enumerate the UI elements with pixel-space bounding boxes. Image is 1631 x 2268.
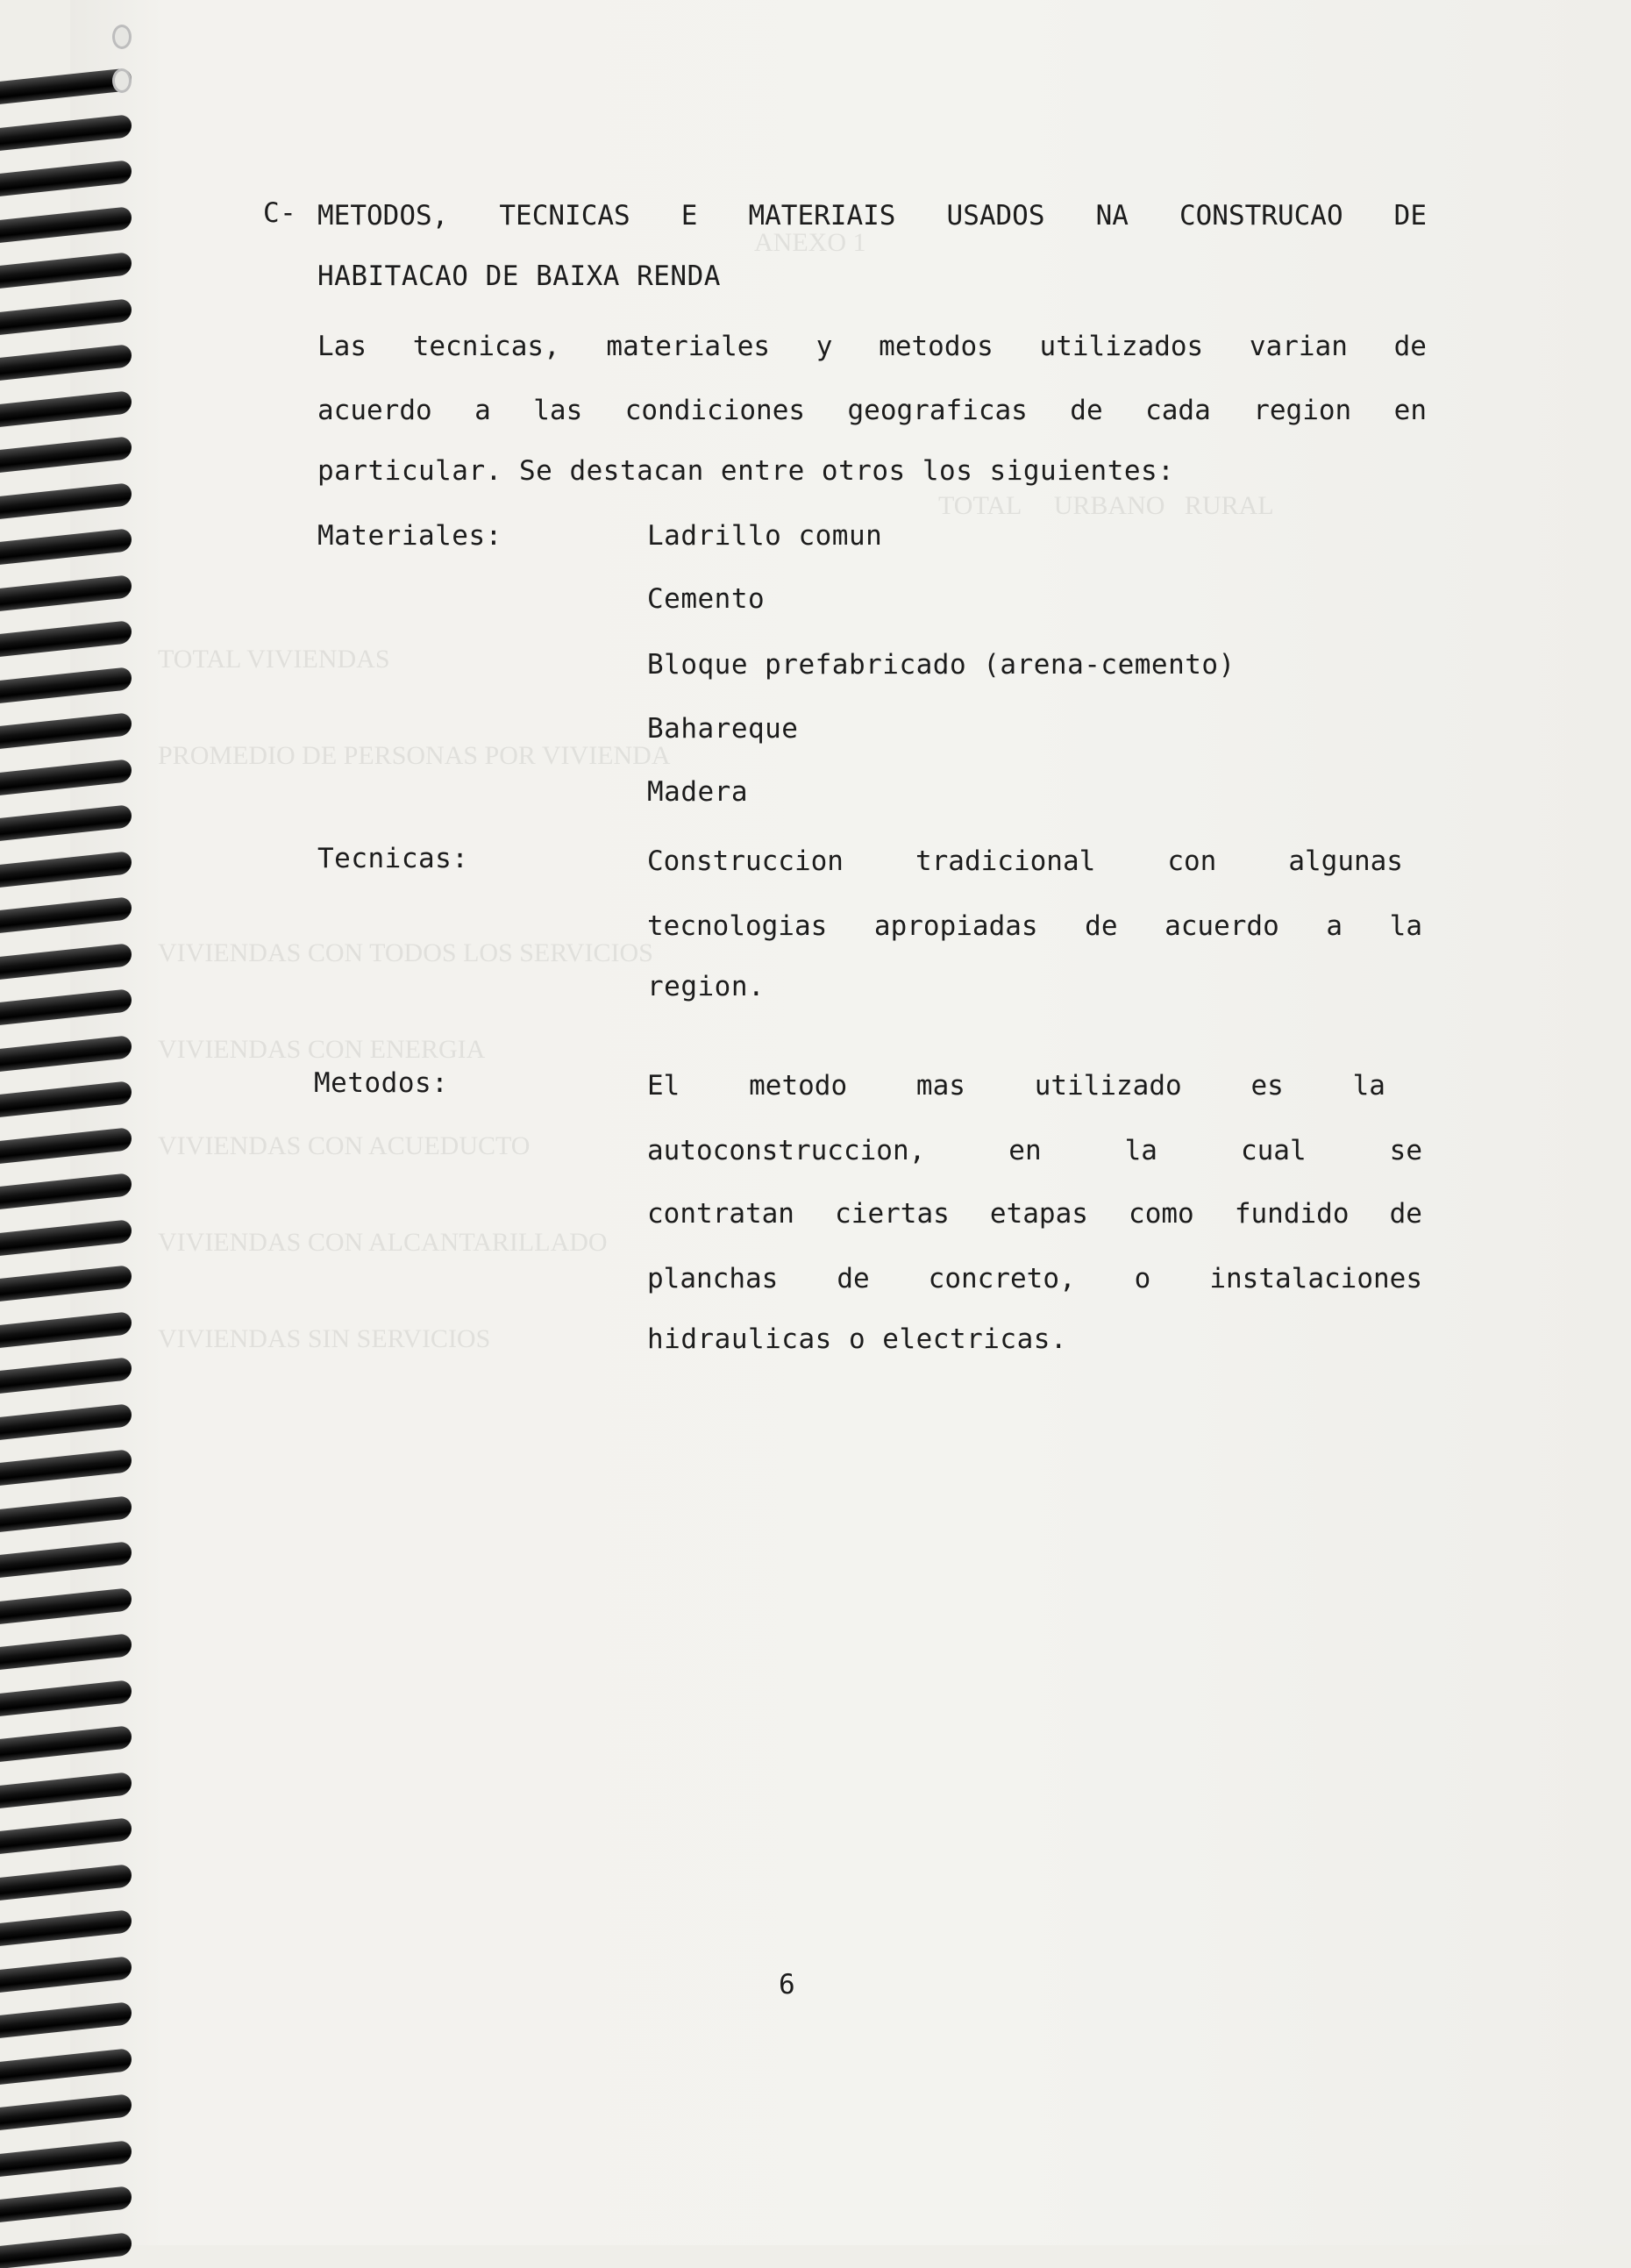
binding-coil <box>0 2232 132 2268</box>
word: es <box>1250 1070 1284 1102</box>
show-through-text: TOTAL URBANO RURAL <box>938 491 1274 520</box>
binding-coil <box>0 1725 132 1762</box>
binding-coil <box>0 1495 132 1532</box>
tecnicas-label: Tecnicas: <box>317 843 469 874</box>
heading-line-1 <box>317 200 1427 232</box>
word: ciertas <box>835 1198 950 1230</box>
show-through-text: VIVIENDAS SIN SERVICIOS <box>158 1324 491 1353</box>
binding-coil <box>0 1403 132 1440</box>
metodos-line-2 <box>647 1135 1422 1166</box>
word: mas <box>915 1070 965 1102</box>
binding-coil <box>0 988 132 1025</box>
show-through-text: PROMEDIO DE PERSONAS POR VIVIENDA <box>158 741 671 770</box>
binding-coil <box>0 1265 132 1302</box>
show-through-text: VIVIENDAS CON ENERGIA <box>158 1035 486 1064</box>
word: NA <box>1095 200 1129 232</box>
binding-coil <box>0 2001 132 2038</box>
binding-coil <box>0 436 132 473</box>
binding-coil <box>0 528 132 565</box>
tecnicas-line-2 <box>647 910 1422 942</box>
word: a <box>474 395 491 426</box>
binding-coil <box>0 1541 132 1578</box>
binding-coil <box>0 68 132 104</box>
binding-coil <box>0 1909 132 1946</box>
show-through-text: VIVIENDAS CON ACUEDUCTO <box>158 1131 531 1160</box>
binding-coil <box>0 298 132 335</box>
word: o <box>1134 1263 1151 1294</box>
intro-line-2 <box>317 395 1427 426</box>
intro-line-1 <box>317 331 1427 362</box>
word: algunas <box>1288 845 1403 877</box>
word: USADOS <box>946 200 1045 232</box>
word: tecnologias <box>647 910 828 942</box>
word: CONSTRUCAO <box>1179 200 1343 232</box>
materiales-label: Materiales: <box>317 520 502 552</box>
materiales-item: Madera <box>647 776 748 808</box>
word: varian <box>1249 331 1348 362</box>
word: acuerdo <box>317 395 432 426</box>
binding-coil <box>0 804 132 841</box>
heading-line-2: HABITACAO DE BAIXA RENDA <box>317 260 721 292</box>
binding-coil <box>0 851 132 888</box>
metodos-line-5: hidraulicas o electricas. <box>647 1323 1068 1355</box>
word: autoconstruccion, <box>647 1135 926 1166</box>
materiales-item: Ladrillo comun <box>647 520 883 552</box>
binding-coil <box>0 1449 132 1486</box>
word: la <box>1352 1070 1385 1102</box>
word: metodo <box>749 1070 848 1102</box>
binding-coil <box>0 1956 132 1993</box>
binding-coil <box>0 390 132 427</box>
binding-coil <box>0 574 132 611</box>
tecnicas-line-1 <box>647 845 1403 877</box>
word: con <box>1167 845 1217 877</box>
binding-coil <box>0 160 132 196</box>
binding-coil <box>0 1680 132 1716</box>
word: etapas <box>989 1198 1088 1230</box>
binding-coil <box>0 1357 132 1394</box>
word: tradicional <box>915 845 1096 877</box>
binding-coil <box>0 1817 132 1854</box>
metodos-label: Metodos: <box>314 1067 449 1099</box>
word: region <box>1253 395 1352 426</box>
binding-coil <box>0 2048 132 2085</box>
word: concreto, <box>928 1263 1076 1294</box>
metodos-line-4 <box>647 1263 1422 1294</box>
word: metodos <box>879 331 994 362</box>
word: las <box>533 395 583 426</box>
binding-coil <box>0 1311 132 1348</box>
word: como <box>1129 1198 1194 1230</box>
binding-coil <box>0 206 132 243</box>
show-through-text: VIVIENDAS CON ALCANTARILLADO <box>158 1228 608 1257</box>
intro-line-3: particular. Se destacan entre otros los siguientes: <box>317 455 1175 487</box>
metodos-line-1 <box>647 1070 1385 1102</box>
binding-coil <box>0 1587 132 1624</box>
word: se <box>1389 1135 1422 1166</box>
binding-coil <box>0 344 132 381</box>
word: utilizados <box>1039 331 1204 362</box>
materiales-item: Bahareque <box>647 713 799 745</box>
binding-coil <box>0 2186 132 2222</box>
binding-coil <box>0 667 132 703</box>
word: E <box>680 200 698 232</box>
binding-coil <box>0 252 132 289</box>
word: y <box>816 331 833 362</box>
page-number: 6 <box>779 1969 795 2001</box>
binding-coil <box>0 1173 132 1209</box>
binding-coil <box>0 759 132 795</box>
binding-coil <box>0 114 132 151</box>
word: la <box>1124 1135 1157 1166</box>
binding-coil <box>0 1127 132 1164</box>
word: DE <box>1393 200 1427 232</box>
word: de <box>837 1263 870 1294</box>
materiales-item: Bloque prefabricado (arena-cemento) <box>647 649 1236 681</box>
word: en <box>1393 395 1427 426</box>
word: El <box>647 1070 680 1102</box>
word: utilizado <box>1034 1070 1182 1102</box>
binding-coil <box>0 1081 132 1117</box>
word: condiciones <box>624 395 806 426</box>
binding-coil <box>0 482 132 519</box>
word: Las <box>317 331 367 362</box>
binding-coil <box>0 2093 132 2130</box>
binding-coil <box>0 1035 132 1072</box>
word: cual <box>1240 1135 1307 1166</box>
word: MATERIAIS <box>748 200 896 232</box>
tecnicas-line-3: region. <box>647 971 766 1002</box>
binding-coil <box>0 1864 132 1901</box>
metodos-line-3 <box>647 1198 1422 1230</box>
word: fundido <box>1234 1198 1350 1230</box>
binding-hole <box>112 68 132 93</box>
materiales-item: Cemento <box>647 583 766 615</box>
binding-coil <box>0 1772 132 1808</box>
word: de <box>1085 910 1118 942</box>
show-through-text: ANEXO 1 <box>754 228 866 257</box>
word: TECNICAS <box>499 200 630 232</box>
word: planchas <box>647 1263 779 1294</box>
word: de <box>1070 395 1103 426</box>
binding-coil <box>0 896 132 933</box>
word: la <box>1389 910 1422 942</box>
word: a <box>1326 910 1343 942</box>
binding-coil <box>0 712 132 749</box>
show-through-text: TOTAL VIVIENDAS <box>158 645 390 674</box>
word: de <box>1393 331 1427 362</box>
word: contratan <box>647 1198 794 1230</box>
word: METODOS, <box>317 200 449 232</box>
binding-coil <box>0 2140 132 2177</box>
word: instalaciones <box>1209 1263 1422 1294</box>
word: materiales <box>606 331 771 362</box>
binding-coil <box>0 1633 132 1670</box>
binding-hole <box>112 25 132 49</box>
word: geograficas <box>847 395 1028 426</box>
binding-coil <box>0 620 132 657</box>
heading-prefix: C- <box>263 197 297 229</box>
word: acuerdo <box>1164 910 1279 942</box>
word: tecnicas, <box>412 331 560 362</box>
binding-coil <box>0 943 132 980</box>
word: en <box>1008 1135 1042 1166</box>
show-through-text: VIVIENDAS CON TODOS LOS SERVICIOS <box>158 938 653 967</box>
word: Construccion <box>647 845 844 877</box>
word: apropiadas <box>873 910 1038 942</box>
binding-coil <box>0 1219 132 1256</box>
word: de <box>1389 1198 1422 1230</box>
word: cada <box>1145 395 1211 426</box>
spiral-binding <box>0 0 132 2245</box>
